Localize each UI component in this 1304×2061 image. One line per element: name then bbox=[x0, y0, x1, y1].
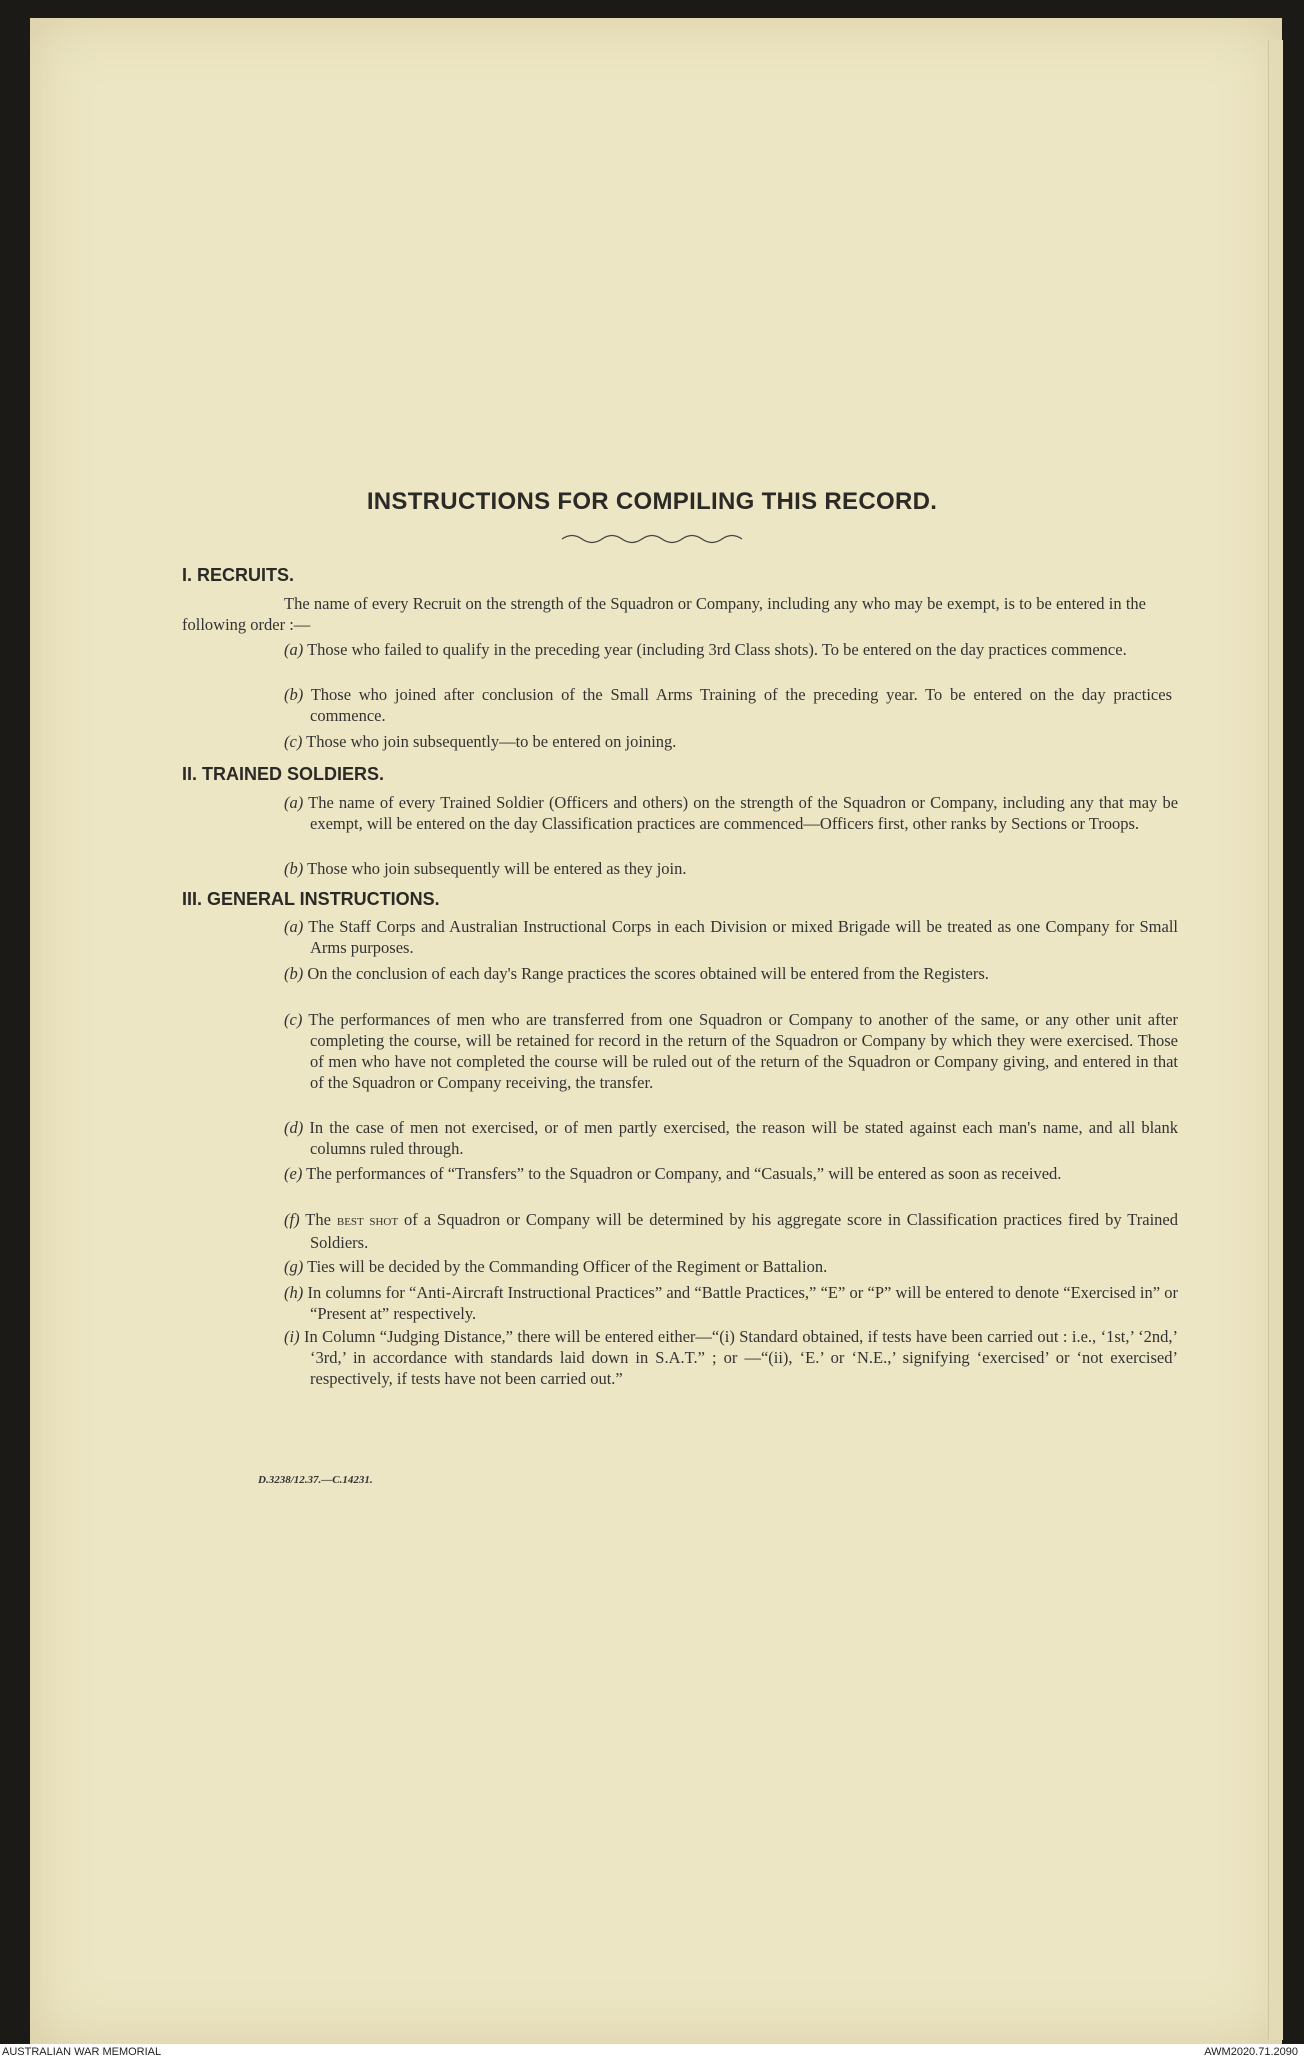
item-label: (e) bbox=[284, 1164, 303, 1183]
archive-reference: AWM2020.71.2090 bbox=[1204, 2046, 1298, 2058]
trained-item-b bbox=[284, 858, 1178, 879]
item-text: of a Squadron or Company will be determined by his aggregate score in Classification practices fired by Trained Soldiers. bbox=[310, 1210, 1178, 1252]
general-item-d bbox=[284, 1117, 1178, 1159]
archive-footer bbox=[0, 2044, 1304, 2061]
item-text: The name of every Trained Soldier (Officers and others) on the strength of the Squadron or Company, including any that may be exempt, will be entered on the day Classification practices are commenced—Officers first, other ranks by Sections or Troops. bbox=[308, 793, 1179, 833]
item-label: (c) bbox=[284, 732, 303, 751]
item-text: Those who failed to qualify in the preceding year (including 3rd Class shots). To be entered on the day practices commence. bbox=[307, 640, 1127, 659]
item-label: (h) bbox=[284, 1283, 304, 1302]
trained-item-a bbox=[284, 792, 1178, 834]
item-text-pre: The bbox=[305, 1210, 337, 1229]
general-item-c bbox=[284, 1009, 1178, 1093]
archive-name: AUSTRALIAN WAR MEMORIAL bbox=[2, 2046, 162, 2058]
item-text: The performances of “Transfers” to the Squadron or Company, and “Casuals,” will be entered as soon as received. bbox=[306, 1164, 1062, 1183]
document-title: INSTRUCTIONS FOR COMPILING THIS RECORD. bbox=[366, 488, 938, 515]
item-label: (a) bbox=[284, 640, 304, 659]
item-label: (a) bbox=[284, 793, 304, 812]
item-label: (b) bbox=[284, 859, 304, 878]
general-item-a bbox=[284, 916, 1178, 958]
item-text: The performances of men who are transferred from one Squadron or Company to another of the same, or any other unit after completing the course, will be retained for record in the return of the Squadron or Company by which they were exercised. Those of men who have not completed the course will be ruled out of the return of the Squadron or Company giving, and entered in that of the Squadron or Company receiving, the transfer. bbox=[308, 1010, 1179, 1092]
item-label: (g) bbox=[284, 1257, 304, 1276]
item-text: Ties will be decided by the Commanding Officer of the Regiment or Battalion. bbox=[307, 1257, 828, 1276]
section-heading-trained-soldiers: II. TRAINED SOLDIERS. bbox=[182, 764, 385, 784]
section-heading-general-instructions: III. GENERAL INSTRUCTIONS. bbox=[182, 889, 440, 909]
item-label: (b) bbox=[284, 685, 304, 704]
item-text: In Column “Judging Distance,” there will be entered either—“(i) Standard obtained, if tests have been carried out : i.e., ‘1st,’ ‘2nd,’ ‘3rd,’ in accordance with standards laid down in S.A.T.” ; or —“(ii), ‘E.’ or ‘N.E.,’ signifying ‘exercised’ or ‘not exercised’ respectively, if tests have not been carried out.” bbox=[304, 1327, 1179, 1388]
item-label: (f) bbox=[284, 1210, 300, 1229]
recruits-intro: The name of every Recruit on the strength of the Squadron or Company, including any who may be exempt, is to be entered in the following order :— bbox=[182, 594, 1146, 634]
general-item-i bbox=[284, 1326, 1178, 1389]
general-item-g bbox=[284, 1256, 1178, 1277]
item-text: On the conclusion of each day's Range practices the scores obtained will be entered from the Registers. bbox=[307, 964, 989, 983]
item-label: (a) bbox=[284, 917, 304, 936]
section-heading-recruits: I. RECRUITS. bbox=[182, 565, 295, 585]
item-text: Those who join subsequently will be entered as they join. bbox=[307, 859, 687, 878]
recruits-item-b bbox=[284, 684, 1172, 726]
item-text: In columns for “Anti-Aircraft Instructional Practices” and “Battle Practices,” “E” or “P” will be entered to denote “Exercised in” or “Present at” respectively. bbox=[307, 1283, 1178, 1323]
item-label: (c) bbox=[284, 1010, 303, 1029]
item-label: (d) bbox=[284, 1118, 304, 1137]
item-label: (i) bbox=[284, 1327, 300, 1346]
item-text: In the case of men not exercised, or of men partly exercised, the reason will be stated against each man's name, and all blank columns ruled through. bbox=[309, 1118, 1179, 1158]
item-text: Those who join subsequently—to be entered on joining. bbox=[306, 732, 677, 751]
item-label: (b) bbox=[284, 964, 304, 983]
recruits-item-a bbox=[284, 639, 1172, 660]
item-text: The Staff Corps and Australian Instructional Corps in each Division or mixed Brigade will be treated as one Company for Small Arms purposes. bbox=[308, 917, 1178, 957]
general-item-b bbox=[284, 963, 1178, 984]
general-item-h bbox=[284, 1282, 1178, 1324]
general-item-f bbox=[284, 1209, 1178, 1253]
ornament-divider bbox=[560, 530, 750, 548]
page-edge bbox=[1268, 40, 1283, 2040]
print-code: D.3238/12.37.—C.14231. bbox=[258, 1474, 373, 1486]
item-text: Those who joined after conclusion of the Small Arms Training of the preceding year. To be entered on the day practices commence. bbox=[310, 685, 1172, 725]
recruits-item-c bbox=[284, 731, 1172, 752]
general-item-e bbox=[284, 1163, 1178, 1184]
best-shot-text: best shot bbox=[336, 1213, 399, 1229]
